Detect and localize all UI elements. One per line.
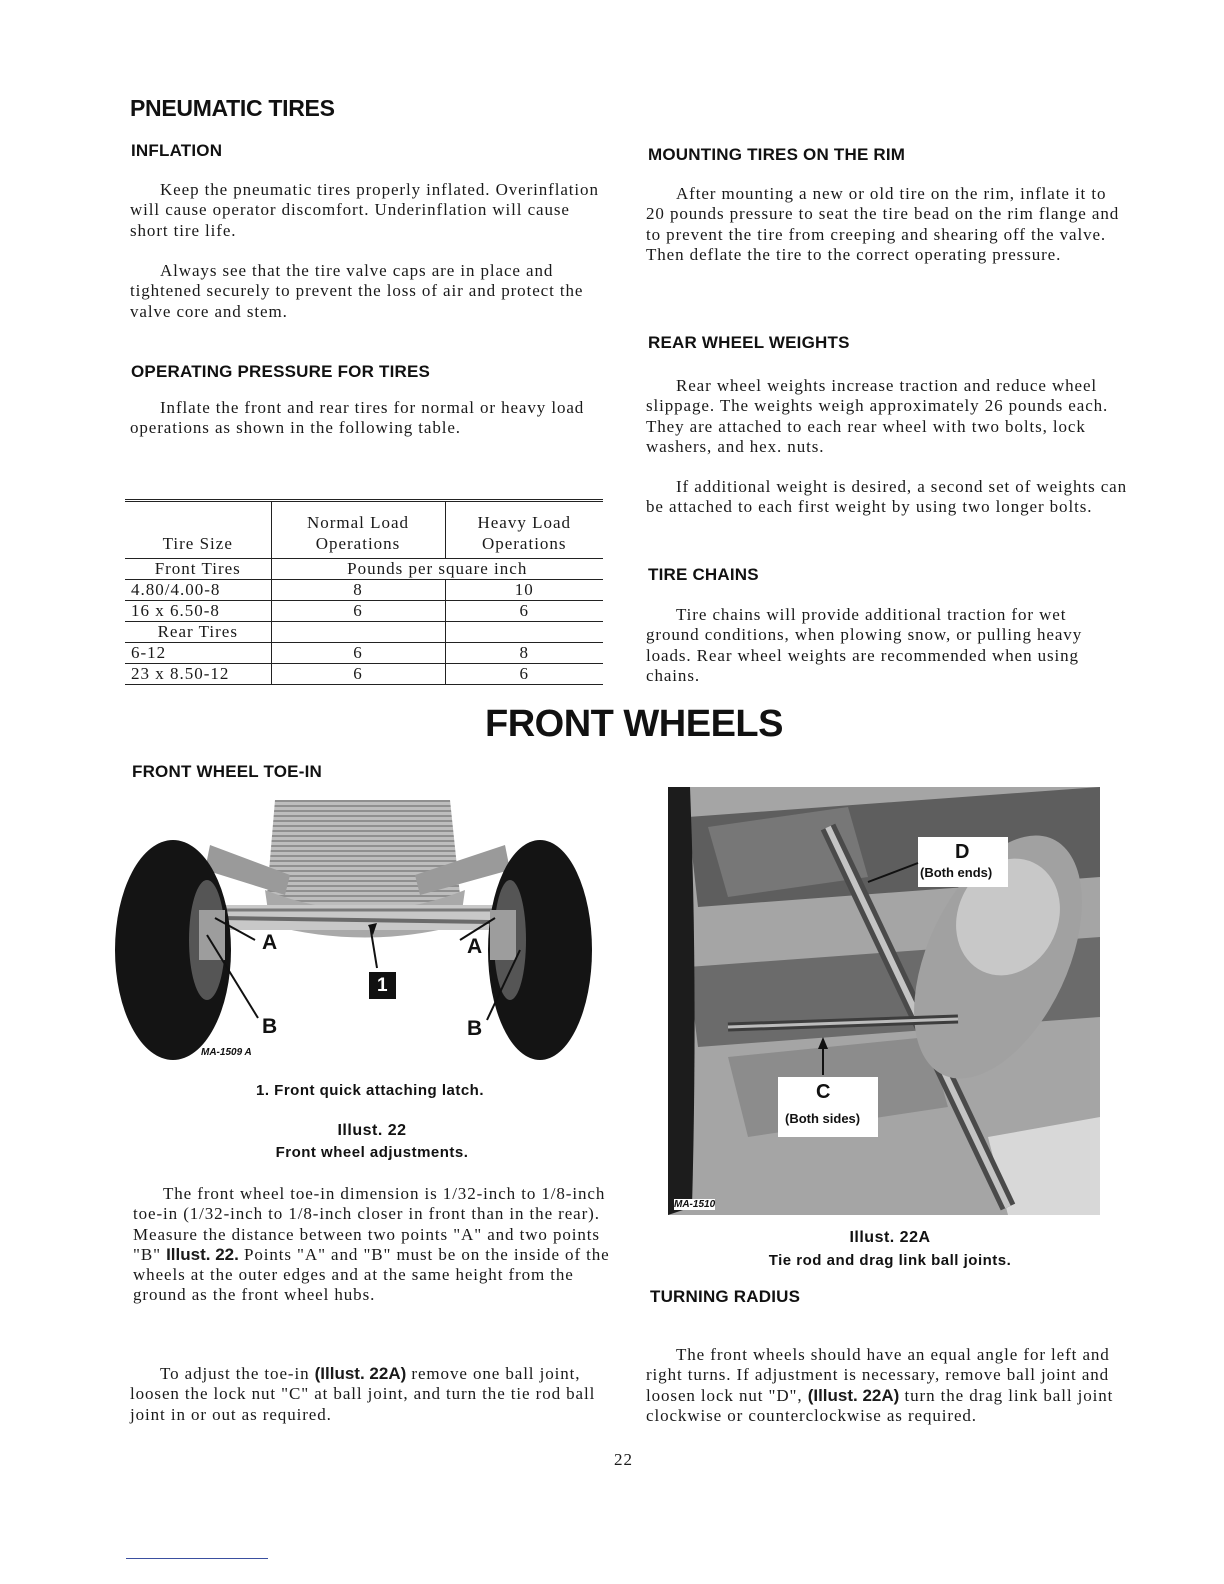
cell-heavy: 10 xyxy=(514,580,534,599)
label-1: 1 xyxy=(377,975,388,996)
turning-paragraph xyxy=(646,1345,1126,1426)
footnote-rule xyxy=(126,1558,268,1559)
table-row xyxy=(125,664,603,685)
weights-paragraph-1: Rear wheel weights increase traction and reduce wheel slippage. The weights weigh approximately 26 pounds each. They are attached to each rear wheel with two bolts, lock washers, and hex. nuts. xyxy=(646,376,1109,456)
label-a-left: A xyxy=(262,931,278,954)
toein-p2-ref: (Illust. 22A) xyxy=(314,1364,407,1383)
tie-rod-photo xyxy=(668,787,1100,1215)
illust-22a-caption: Tie rod and drag link ball joints. xyxy=(768,1252,1012,1269)
cell-normal: 6 xyxy=(271,643,445,664)
mounting-paragraph: After mounting a new or old tire on the rim, inflate it to 20 pounds pressure to seat the tire bead on the rim flange and to prevent the tire from creeping and shearing off the valve. Then deflate the tire to the correct operating pressure. xyxy=(646,184,1120,264)
front-tires-group: Front Tires xyxy=(154,559,241,578)
cell-heavy: 6 xyxy=(519,664,529,683)
toein-p2-text-a: To adjust the toe-in xyxy=(160,1364,310,1383)
table-row xyxy=(125,643,603,664)
label-d-sub: (Both ends) xyxy=(920,865,993,880)
col-tire-size: Tire Size xyxy=(162,534,233,553)
cell-size: 23 x 8.50-12 xyxy=(125,664,271,685)
tie-rod-illustration xyxy=(668,787,1100,1215)
col-heavy-line2: Operations xyxy=(481,534,567,553)
weights-heading: REAR WHEEL WEIGHTS xyxy=(648,333,850,352)
cell-size: 16 x 6.50-8 xyxy=(125,601,271,622)
illust-22a-label: Illust. 22A xyxy=(849,1229,931,1246)
label-c-sub: (Both sides) xyxy=(785,1111,861,1126)
cell-normal: 8 xyxy=(271,580,445,601)
page-title: PNEUMATIC TIRES xyxy=(130,95,335,121)
toein-paragraph-2 xyxy=(130,1364,605,1425)
turning-text-a: The front wheels should have an equal angle for left and right turns. If adjustment is necessary, remove ball joint and loosen lock nut "D", xyxy=(646,1345,1110,1405)
legend-item-1: 1. Front quick attaching latch. xyxy=(255,1082,485,1099)
table-header-row xyxy=(125,501,603,559)
cell-normal: 6 xyxy=(271,664,445,685)
toein-heading: FRONT WHEEL TOE-IN xyxy=(132,762,322,781)
rear-tires-group: Rear Tires xyxy=(157,622,238,641)
turning-heading: TURNING RADIUS xyxy=(650,1287,801,1306)
section-title: FRONT WHEELS xyxy=(485,703,783,745)
mounting-heading: MOUNTING TIRES ON THE RIM xyxy=(648,145,906,164)
cell-size: 4.80/4.00-8 xyxy=(125,580,271,601)
inflation-paragraph-2: Always see that the tire valve caps are in place and tightened securely to prevent the loss of air and protect the valve core and stem. xyxy=(130,261,584,321)
chains-paragraph: Tire chains will provide additional traction for wet ground conditions, when plowing snow, or pulling heavy loads. Rear wheel weights are recommended when using chains. xyxy=(646,605,1083,685)
label-b-right: B xyxy=(467,1017,483,1040)
turning-ref: (Illust. 22A) xyxy=(807,1385,900,1405)
toein-p1-ref: Illust. 22. xyxy=(166,1244,239,1264)
chains-heading: TIRE CHAINS xyxy=(648,565,759,584)
cell-normal: 6 xyxy=(271,601,445,622)
pressure-heading: OPERATING PRESSURE FOR TIRES xyxy=(131,362,431,381)
cell-size: 6-12 xyxy=(125,643,271,664)
label-c: C xyxy=(816,1081,831,1103)
table-row xyxy=(125,559,603,580)
inflation-heading: INFLATION xyxy=(131,141,223,160)
label-d: D xyxy=(955,841,970,863)
toein-p1-text-a: The front wheel toe-in dimension is 1/32-inch to 1/8-inch toe-in (1/32-inch to 1/8-inch closer in front than in the rear). Measure the distance between two points "A" and two points "B" xyxy=(133,1184,606,1264)
toein-paragraph-1 xyxy=(133,1184,615,1306)
table-row xyxy=(125,622,603,643)
table-row xyxy=(125,580,603,601)
illust-22-label: Illust. 22 xyxy=(337,1122,407,1139)
tire-pressure-table xyxy=(125,499,603,685)
photo-code-1509: MA-1509 A xyxy=(201,1047,252,1058)
col-normal-line1: Normal Load xyxy=(306,513,410,532)
illust-22-caption: Front wheel adjustments. xyxy=(275,1144,469,1161)
label-a-right: A xyxy=(467,935,483,958)
photo-code-1510: MA-1510 xyxy=(674,1199,716,1210)
col-normal-line2: Operations xyxy=(315,534,401,553)
turning-text-b: turn the drag link ball joint clockwise or counterclockwise as required. xyxy=(646,1385,1114,1425)
toein-p2-text-b: remove one ball joint, loosen the lock nut "C" at ball joint, and turn the tie rod ball joint in or out as required. xyxy=(130,1364,596,1424)
weights-paragraph-2: If additional weight is desired, a second set of weights can be attached to each first weight by using two longer bolts. xyxy=(646,477,1128,517)
front-axle-illustration xyxy=(115,800,593,1068)
front-axle-photo xyxy=(115,800,593,1068)
pressure-paragraph: Inflate the front and rear tires for normal or heavy load operations as shown in the following table. xyxy=(130,398,585,438)
page-number: 22 xyxy=(614,1450,633,1469)
unit-label: Pounds per square inch xyxy=(347,559,528,578)
inflation-paragraph-1: Keep the pneumatic tires properly inflated. Overinflation will cause operator discomfort. Underinflation will cause short tire life. xyxy=(130,180,599,240)
table-row xyxy=(125,601,603,622)
label-b-left: B xyxy=(262,1015,278,1038)
cell-heavy: 8 xyxy=(519,643,529,662)
toein-p1-text-b: Points "A" and "B" must be on the inside of the wheels at the outer edges and at the same height from the ground as the front wheel hubs. xyxy=(133,1244,610,1305)
cell-heavy: 6 xyxy=(519,601,529,620)
col-heavy-line1: Heavy Load xyxy=(477,513,572,532)
